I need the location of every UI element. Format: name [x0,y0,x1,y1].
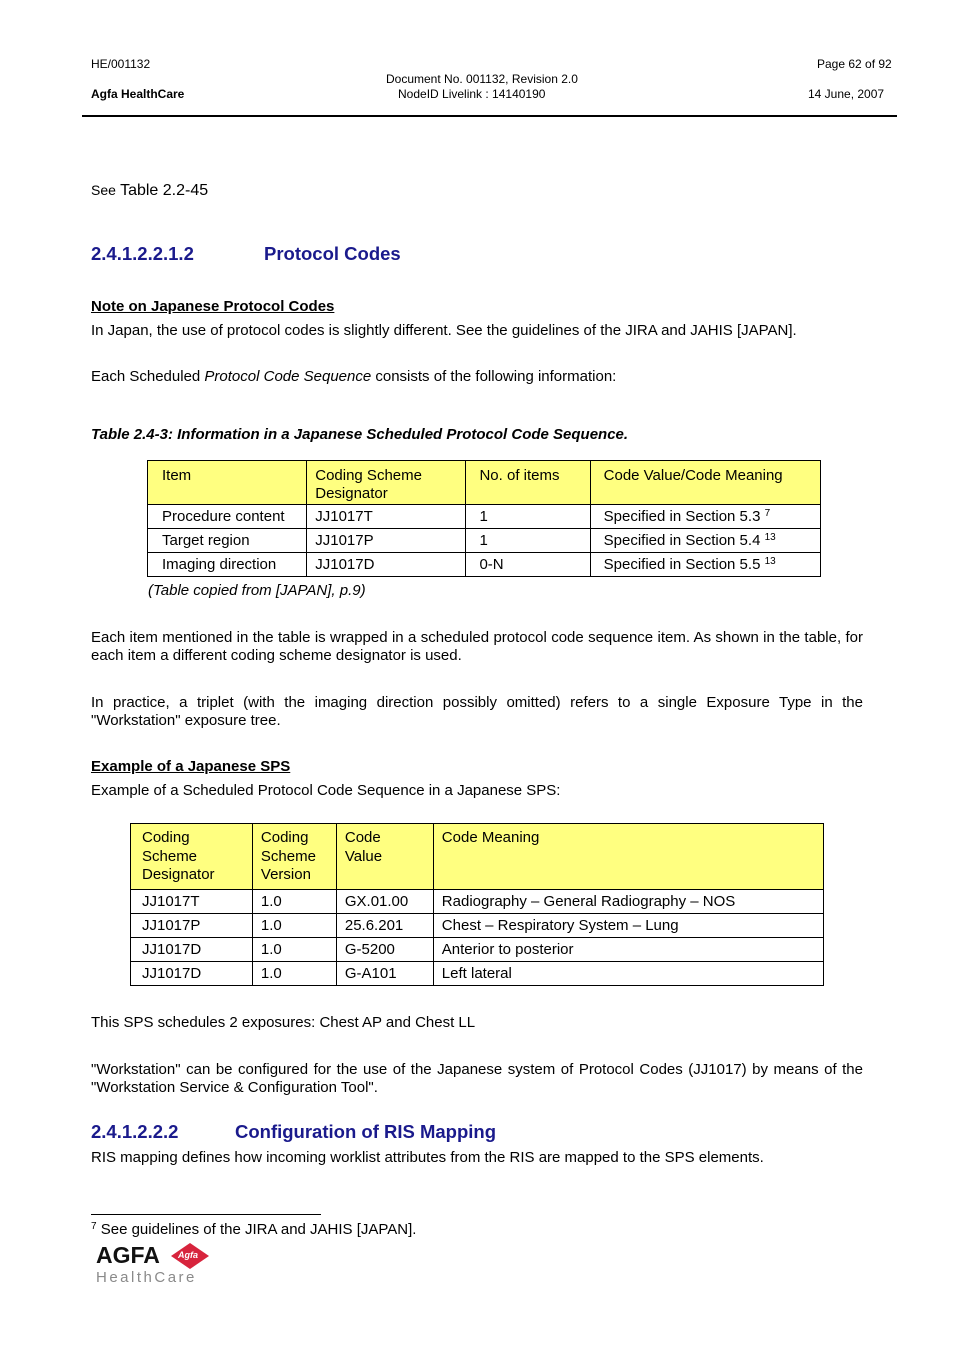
japanese-sps-table [130,823,824,986]
doc-code: HE/001132 [91,57,151,71]
intro-pre: Each Scheduled [91,368,205,385]
table-row [148,529,821,553]
note-text: In Japan, the use of protocol codes is slightly different. See the guidelines of the JIRA and JAHIS [JAPAN]. [91,322,797,339]
table-row [131,890,824,914]
header-cell [307,461,466,505]
table1-caption: Table 2.4-3: Information in a Japanese Scheduled Protocol Code Sequence. [91,426,629,443]
table-cell [590,529,820,553]
header-line: Coding [142,829,190,846]
paragraph-triplet: In practice, a triplet (with the imaging direction possibly omitted) refers to a single Exposure Type in the "Workstation" exposure tree. [91,694,863,729]
table-cell: 1.0 [252,938,336,962]
table-cell: 1.0 [252,914,336,938]
example-title: Example of a Japanese SPS [91,758,291,775]
header-line: Value [344,847,383,865]
table-cell: Procedure content [148,505,307,529]
table-cell: 1 [466,529,590,553]
paragraph-workstation: "Workstation" can be configured for the use of the Japanese system of Protocol Codes (JJ1017) by means of the "Workstation Service & Configuration Tool". [91,1061,863,1096]
table-cell: JJ1017P [307,529,466,553]
table-row [131,914,824,938]
paragraph-wrapped: Each item mentioned in the table is wrapped in a scheduled protocol code sequence item. As shown in the table, for each item a different coding scheme designator is used. [91,629,863,664]
section2-text: RIS mapping defines how incoming worklist attributes from the RIS are mapped to the SPS elements. [91,1149,764,1166]
header-coding: Coding Scheme [315,467,422,484]
section-title: Protocol Codes [264,243,401,264]
table-cell: JJ1017T [131,890,253,914]
table-cell: 0-N [466,553,590,577]
footnote-text: See guidelines of the JIRA and JAHIS [JAPAN]. [96,1221,417,1238]
logo-subtitle: HealthCare [96,1269,197,1286]
header-designator: Designator [315,485,388,502]
header-cell [433,824,823,890]
footnote [91,1221,416,1239]
table-cell: Imaging direction [148,553,307,577]
table-cell: JJ1017D [307,553,466,577]
table-cell: G-A101 [336,962,433,986]
scheduled-sequence-intro [91,368,616,386]
table-cell: 25.6.201 [336,914,433,938]
table1-source-note: (Table copied from [JAPAN], p.9) [148,582,366,599]
section2-number: 2.4.1.2.2.2 [91,1121,179,1142]
document-date: 14 June, 2007 [808,87,885,101]
table-cell: Target region [148,529,307,553]
table-cell: 1.0 [252,890,336,914]
header-cell [336,824,433,890]
paragraph-sps: This SPS schedules 2 exposures: Chest AP and Chest LL [91,1014,476,1031]
section-number: 2.4.1.2.2.1.2 [91,243,194,264]
table-cell: JJ1017P [131,914,253,938]
table-header-row [131,824,824,890]
header-cell [131,824,253,890]
table-cell: G-5200 [336,938,433,962]
logo-brand: AGFA [96,1242,160,1268]
table-cell: 1.0 [252,962,336,986]
table-cell: JJ1017D [131,938,253,962]
table-cell: Left lateral [433,962,823,986]
see-table-line [91,182,208,200]
cell-text: Specified in Section 5.5 [603,556,761,573]
header-rule [82,115,897,117]
header-cell: Item [148,461,307,505]
table-row [131,962,824,986]
header-line: Designator [142,866,215,883]
company-name: Agfa HealthCare [91,87,185,101]
table-cell: JJ1017T [307,505,466,529]
table-cell [590,505,820,529]
see-prefix: See [91,182,116,198]
example-text: Example of a Scheduled Protocol Code Sequence in a Japanese SPS: [91,782,561,799]
table-reference: Table 2.2-45 [115,182,209,199]
table-cell: 1 [466,505,590,529]
table-cell [590,553,820,577]
intro-post: consists of the following information: [371,368,617,385]
table-cell: Anterior to posterior [433,938,823,962]
header-line: Version [260,866,311,883]
footnote-rule [91,1214,321,1215]
table-row [131,938,824,962]
cell-text: Specified in Section 5.3 [603,508,761,525]
table-row [148,505,821,529]
page-number: Page 62 of 92 [817,57,892,71]
footnote-ref: 13 [764,556,776,567]
header-cell [252,824,336,890]
header-line: Code Meaning [441,829,540,846]
footnote-ref: 13 [764,532,776,543]
header-line: Code [344,829,381,846]
header-cell: No. of items [466,461,590,505]
table-row [148,553,821,577]
footnote-mark: 7 [91,1221,97,1232]
header-line: Scheme [260,847,316,865]
logo-badge: Agfa [178,1250,198,1260]
footnote-ref: 7 [764,508,771,519]
protocol-info-table [147,460,821,577]
agfa-healthcare-logo [96,1242,216,1290]
table-cell: GX.01.00 [336,890,433,914]
note-title: Note on Japanese Protocol Codes [91,298,335,315]
header-line: Scheme [142,847,198,865]
document-number: Document No. 001132, Revision 2.0 [386,72,578,86]
header-line: Coding [260,829,309,846]
cell-text: Specified in Section 5.4 [603,532,761,549]
section2-title: Configuration of RIS Mapping [235,1121,497,1142]
table-cell: Radiography – General Radiography – NOS [433,890,823,914]
table-cell: Chest – Respiratory System – Lung [433,914,823,938]
table-header-row [148,461,821,505]
intro-italic: Protocol Code Sequence [204,368,372,385]
table-cell: JJ1017D [131,962,253,986]
header-cell: Code Value/Code Meaning [590,461,820,505]
node-id: NodeID Livelink : 14140190 [398,87,546,101]
